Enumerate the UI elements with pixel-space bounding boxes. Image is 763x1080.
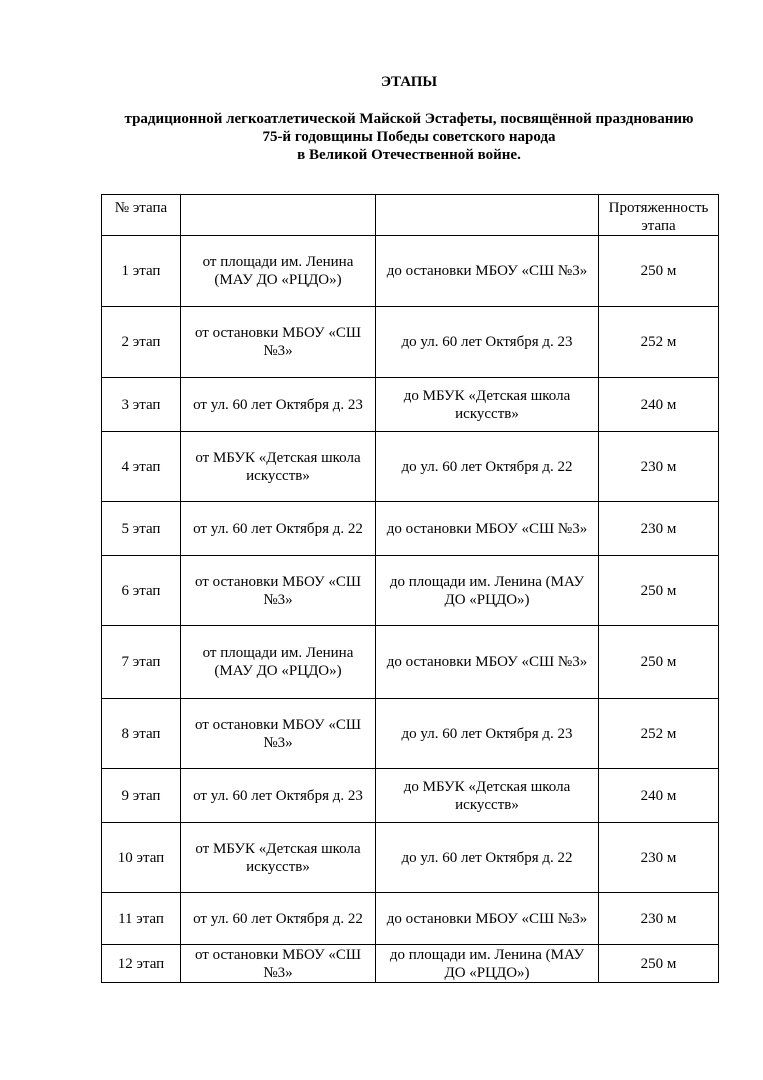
- length-cell: 230 м: [599, 502, 719, 556]
- from-cell: от МБУК «Детская школа искусств»: [181, 432, 376, 502]
- from-cell: от ул. 60 лет Октября д. 23: [181, 769, 376, 823]
- table-row: [102, 378, 719, 432]
- table-row: [102, 945, 719, 983]
- stage-cell: 6 этап: [102, 556, 181, 626]
- to-cell: до остановки МБОУ «СШ №3»: [376, 502, 599, 556]
- stage-cell: 4 этап: [102, 432, 181, 502]
- table-row: [102, 769, 719, 823]
- stage-cell: 8 этап: [102, 699, 181, 769]
- to-cell: до ул. 60 лет Октября д. 23: [376, 307, 599, 378]
- table-row: [102, 556, 719, 626]
- table-row: [102, 699, 719, 769]
- length-cell: 252 м: [599, 699, 719, 769]
- length-cell: 250 м: [599, 556, 719, 626]
- length-cell: 250 м: [599, 626, 719, 699]
- stage-cell: 2 этап: [102, 307, 181, 378]
- to-cell: до ул. 60 лет Октября д. 22: [376, 432, 599, 502]
- length-cell: 240 м: [599, 769, 719, 823]
- to-cell: до ул. 60 лет Октября д. 23: [376, 699, 599, 769]
- from-cell: от остановки МБОУ «СШ №3»: [181, 699, 376, 769]
- table-row: [102, 626, 719, 699]
- table-row: [102, 823, 719, 893]
- table-row: [102, 432, 719, 502]
- from-cell: от площади им. Ленина (МАУ ДО «РЦДО»): [181, 236, 376, 307]
- to-cell: до МБУК «Детская школа искусств»: [376, 378, 599, 432]
- stage-cell: 1 этап: [102, 236, 181, 307]
- stage-cell: 3 этап: [102, 378, 181, 432]
- to-cell: до МБУК «Детская школа искусств»: [376, 769, 599, 823]
- to-cell: до остановки МБОУ «СШ №3»: [376, 626, 599, 699]
- length-cell: 250 м: [599, 236, 719, 307]
- from-cell: от ул. 60 лет Октября д. 23: [181, 378, 376, 432]
- length-cell: 240 м: [599, 378, 719, 432]
- stage-cell: 5 этап: [102, 502, 181, 556]
- subtitle-line: 75-й годовщины Победы советского народа: [262, 129, 556, 145]
- header-to: [376, 195, 599, 236]
- document-subtitle: [0, 110, 763, 164]
- stage-cell: 12 этап: [102, 945, 181, 983]
- from-cell: от МБУК «Детская школа искусств»: [181, 823, 376, 893]
- to-cell: до ул. 60 лет Октября д. 22: [376, 823, 599, 893]
- to-cell: до остановки МБОУ «СШ №3»: [376, 236, 599, 307]
- table-header-row: [102, 195, 719, 236]
- from-cell: от остановки МБОУ «СШ №3»: [181, 307, 376, 378]
- stages-table: [101, 194, 719, 983]
- from-cell: от остановки МБОУ «СШ №3»: [181, 556, 376, 626]
- header-stage-number: № этапа: [102, 195, 181, 236]
- from-cell: от площади им. Ленина (МАУ ДО «РЦДО»): [181, 626, 376, 699]
- subtitle-line: традиционной легкоатлетической Майской Эстафеты, посвящённой празднованию: [124, 111, 694, 127]
- table-row: [102, 307, 719, 378]
- to-cell: до площади им. Ленина (МАУ ДО «РЦДО»): [376, 556, 599, 626]
- stage-cell: 7 этап: [102, 626, 181, 699]
- page-title: ЭТАПЫ: [380, 74, 438, 90]
- length-cell: 252 м: [599, 307, 719, 378]
- table-row: [102, 502, 719, 556]
- subtitle-line: в Великой Отечественной войне.: [297, 147, 521, 163]
- header-from: [181, 195, 376, 236]
- from-cell: от ул. 60 лет Октября д. 22: [181, 893, 376, 945]
- stage-cell: 9 этап: [102, 769, 181, 823]
- length-cell: 230 м: [599, 432, 719, 502]
- stage-cell: 11 этап: [102, 893, 181, 945]
- header-length: Протяженность этапа: [599, 195, 719, 236]
- table-row: [102, 893, 719, 945]
- from-cell: от остановки МБОУ «СШ №3»: [181, 945, 376, 983]
- stage-cell: 10 этап: [102, 823, 181, 893]
- to-cell: до площади им. Ленина (МАУ ДО «РЦДО»): [376, 945, 599, 983]
- length-cell: 230 м: [599, 893, 719, 945]
- table-row: [102, 236, 719, 307]
- to-cell: до остановки МБОУ «СШ №3»: [376, 893, 599, 945]
- length-cell: 230 м: [599, 823, 719, 893]
- length-cell: 250 м: [599, 945, 719, 983]
- from-cell: от ул. 60 лет Октября д. 22: [181, 502, 376, 556]
